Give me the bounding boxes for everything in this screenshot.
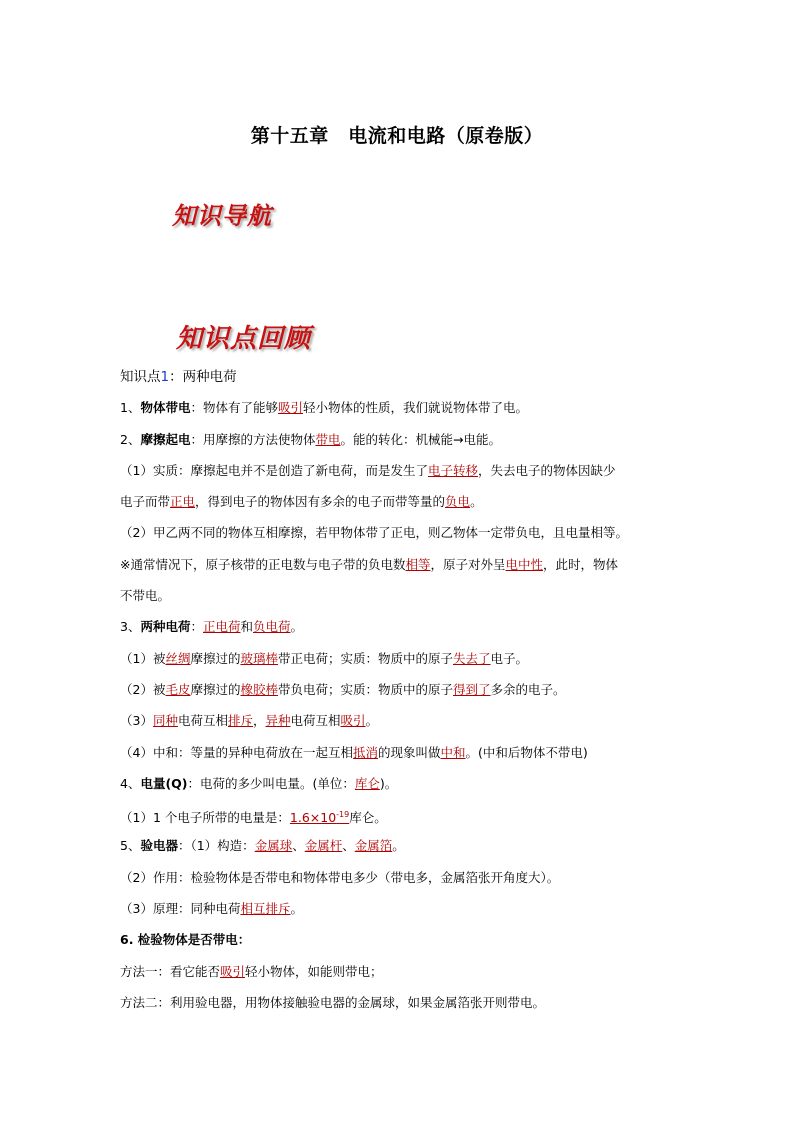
key-term: 电子转移	[427, 462, 478, 478]
text: 电荷互相	[177, 713, 228, 729]
key-term: 库仑	[354, 775, 380, 791]
line-neutralization	[120, 740, 680, 771]
text: 2、	[120, 431, 141, 447]
key-term: 失去了	[453, 650, 491, 666]
text: ，此时，物体	[543, 556, 619, 572]
text: （2）被	[120, 681, 166, 697]
key-term: 异种	[265, 713, 291, 729]
key-term: 中和	[440, 744, 466, 760]
line-note-neutral-cont	[120, 583, 680, 614]
text: （3）原理：同种电荷	[120, 901, 241, 917]
line-method-one	[120, 959, 680, 990]
term: 物体带电	[140, 400, 191, 416]
line-interaction	[120, 708, 680, 739]
text: 、	[342, 838, 355, 854]
document-body	[120, 364, 680, 1021]
text: ：用摩擦的方法使物体	[190, 431, 316, 447]
key-term: 负电	[445, 494, 471, 510]
text: 带负电荷；实质：物质中的原子	[278, 681, 454, 697]
key-term: 吸引	[277, 400, 303, 416]
key-term: 正电荷	[202, 619, 241, 635]
key-term	[290, 810, 349, 825]
key-term: 丝绸	[165, 650, 191, 666]
text: 方法二：利用验电器，用物体接触验电器的金属球，如果金属箔张开则带电。	[120, 994, 546, 1010]
text: 、	[292, 838, 305, 854]
text: 带正电荷；实质：物质中的原子	[278, 650, 454, 666]
text: （2）作用：检验物体是否带电和物体带电多少（带电多，金属箔张开角度大）。	[120, 869, 560, 885]
text: 1、	[120, 400, 141, 416]
key-term: 相等	[405, 556, 431, 572]
line-glass-rod	[120, 646, 680, 677]
key-term: 带电	[315, 431, 341, 447]
key-term: 得到了	[453, 681, 491, 697]
text: （1）被	[120, 650, 166, 666]
line-rubber-rod	[120, 677, 680, 708]
text: 轻小物体，如能则带电；	[245, 963, 383, 979]
knowledge-review-heading: 知识点回顾	[176, 324, 312, 354]
text: 的现象叫做	[377, 744, 441, 760]
text: ※通常情况下，原子核带的正电数与电子带的负电数	[120, 556, 406, 572]
key-term: 同种	[152, 713, 178, 729]
text: 电子。	[490, 650, 529, 666]
line-note-neutral	[120, 552, 680, 583]
text: ，失去电子的物体因缺少	[477, 462, 616, 478]
text: ：	[190, 619, 203, 635]
kp-topic: ：两种电荷	[169, 369, 237, 385]
line-electroscope	[120, 833, 680, 864]
text: 电荷互相	[290, 713, 341, 729]
text: 库仑。	[349, 810, 387, 826]
term: 摩擦起电	[140, 431, 191, 447]
text: 多余的电子。	[490, 681, 566, 697]
line-charged-object	[120, 395, 680, 426]
text: 。	[365, 713, 379, 729]
text: （2）甲乙两不同的物体互相摩擦，若甲物体带了正电，则乙物体一定带负电，且电量相等。	[120, 525, 628, 541]
value: 1.6×10	[289, 810, 337, 826]
key-term: 相互排斥	[240, 901, 291, 917]
text: 和	[240, 619, 254, 635]
text: 。	[290, 901, 303, 917]
text: 轻小物体的性质，我们就说物体带了电。	[303, 400, 529, 416]
line-electroscope-principle	[120, 896, 680, 927]
text: ，原子对外呈	[430, 556, 506, 572]
text: 。	[470, 494, 483, 510]
term: 电量(Q)	[140, 775, 188, 791]
knowledge-navigation-heading: 知识导航	[172, 201, 272, 230]
text: （4）中和：等量的异种电荷放在一起互相	[120, 744, 353, 760]
text: 3、	[120, 619, 141, 635]
exponent: -19	[336, 810, 350, 820]
text: 。	[290, 619, 304, 635]
key-term: 吸引	[220, 963, 246, 979]
text: 4、	[120, 775, 141, 791]
text: ：电荷的多少叫电量。(单位：	[187, 775, 355, 791]
text: ，得到电子的物体因有多余的电子而带等量的	[195, 494, 446, 510]
text: ：（1）构造：	[177, 838, 255, 854]
text: 。能的转化：机械能→电能。	[340, 431, 501, 447]
text: （1）1 个电子所带的电量是：	[120, 810, 290, 826]
text: 方法一：看它能否	[120, 963, 221, 979]
page-title: 第十五章 电流和电路（原卷版）	[250, 125, 544, 147]
key-term: 毛皮	[165, 681, 191, 697]
key-term: 抵消	[352, 744, 378, 760]
text: 。	[392, 838, 405, 854]
key-term: 金属箔	[354, 838, 393, 854]
kp-prefix: 知识点	[120, 369, 161, 385]
text: ，	[253, 713, 266, 729]
key-term: 吸引	[340, 713, 366, 729]
text: 摩擦过的	[190, 681, 241, 697]
line-charge-quantity	[120, 771, 680, 802]
text: ：物体有了能够	[190, 400, 278, 416]
key-term: 排斥	[227, 713, 253, 729]
text: （1）实质：摩擦起电并不是创造了新电荷，而是发生了	[120, 462, 428, 478]
line-electron-charge	[120, 802, 680, 833]
text: 5、	[120, 838, 141, 854]
line-method-two	[120, 990, 680, 1021]
text: )。	[379, 775, 398, 791]
line-essence-cont	[120, 489, 680, 520]
line-test-heading	[120, 927, 680, 958]
key-term: 负电荷	[253, 619, 291, 635]
key-term: 玻璃棒	[240, 650, 278, 666]
text: （3）	[120, 713, 153, 729]
line-two-charges	[120, 614, 680, 645]
line-essence	[120, 458, 680, 489]
key-term: 电中性	[505, 556, 544, 572]
knowledge-point-heading	[120, 364, 680, 395]
text: 。(中和后物体不带电)	[465, 744, 588, 760]
term: 验电器	[140, 838, 178, 854]
text: 6. 检验物体是否带电：	[120, 932, 251, 948]
key-term: 橡胶棒	[240, 681, 278, 697]
key-term: 金属杆	[304, 838, 343, 854]
text: 电子而带	[120, 494, 171, 510]
text: 不带电。	[120, 588, 171, 604]
line-electroscope-function	[120, 865, 680, 896]
text: 摩擦过的	[190, 650, 241, 666]
line-friction-electrification	[120, 427, 680, 458]
key-term: 正电	[170, 494, 196, 510]
line-rubbing-pair	[120, 520, 680, 551]
term: 两种电荷	[140, 619, 191, 635]
kp-number: 1	[160, 369, 170, 385]
key-term: 金属球	[254, 838, 293, 854]
